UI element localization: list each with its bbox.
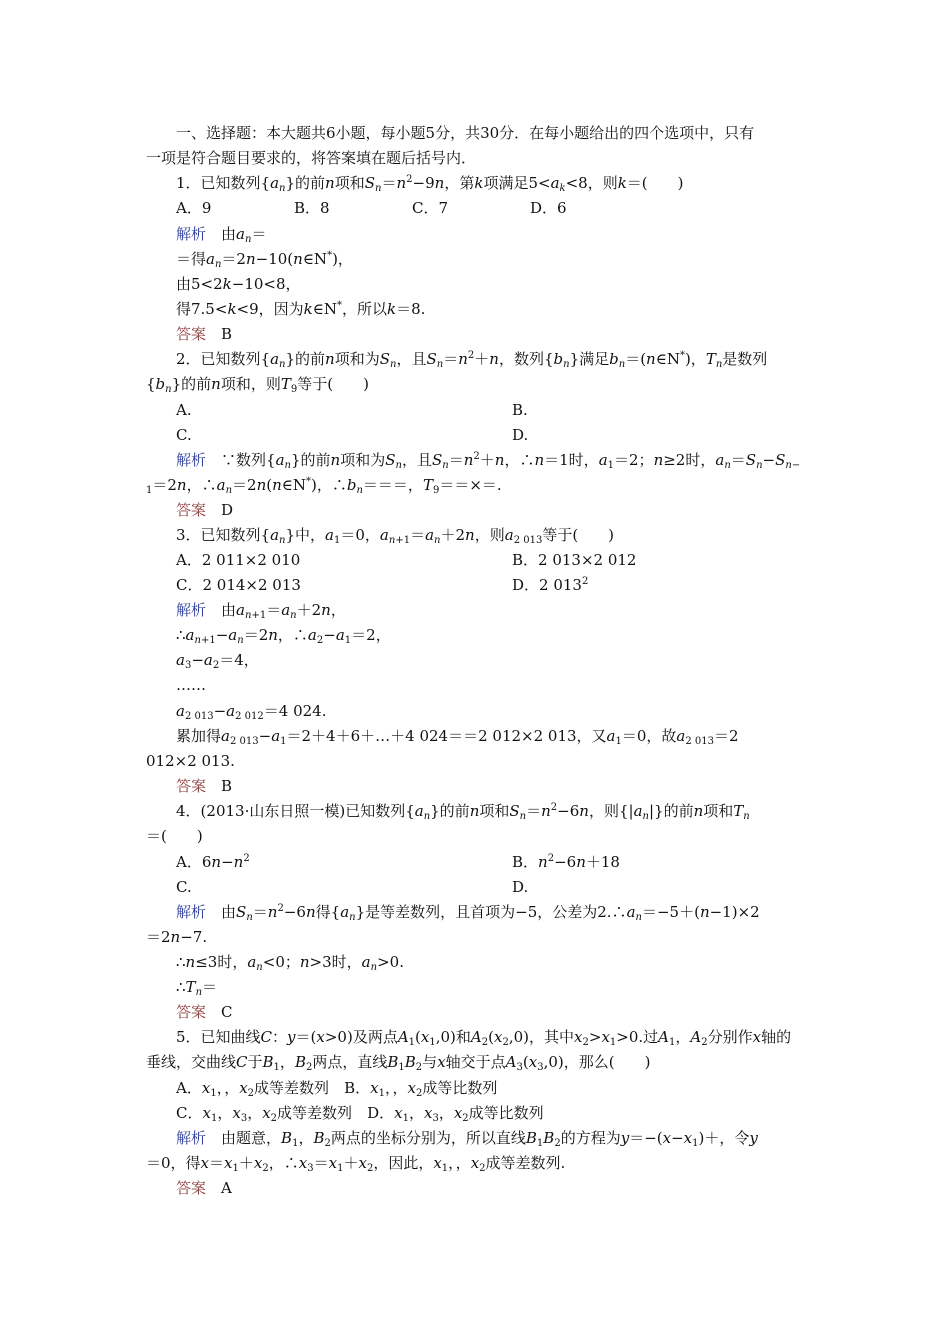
question-5-solution-1: 解析 由题意，$B_1$，$B_2$两点的坐标分别为，所以直线$B_1B_2$的方程为$y=-(x-x_1)+$，令y — [176, 1129, 758, 1149]
question-1-option-c: C．7 — [412, 199, 449, 217]
question-2-stem-1: 2．已知数列$\{a_n\}$的前n项和为$S_n$，且$S_n=n^2+n$，数列$\{b_n\}$满足$b_n=(n\in N^*)$，$T_n$是数列 — [176, 350, 768, 370]
question-2-option-b: B. — [512, 401, 528, 419]
question-2-option-c: C. — [176, 426, 192, 444]
question-3-stem: 3．已知数列$\{a_n\}$中，$a_1=0$，$a_{n+1}=a_n+2n$，则$a_{2 013}$等于( ) — [176, 526, 615, 546]
section-intro-line-2: 一项是符合题目要求的，将答案填在题后括号内． — [146, 149, 477, 167]
answer-label: 答案 — [176, 501, 207, 519]
question-3-option-a: A．2 011×2 010 — [176, 551, 301, 569]
question-4-stem-2: ＝( ) — [146, 827, 203, 845]
question-5-solution-2: ＝0，得$x=x_1+x_2$，$\therefore x_3=x_1+x_2$，因此，$x_1$，，$x_2$成等差数列. — [146, 1154, 566, 1174]
question-1-stem: 1．已知数列$\{a_n\}$的前n项和$S_n=n^2-9n$，第k项满足$5<a_k<8$，则k＝( ) — [176, 174, 684, 194]
question-1-solution-2: ＝得$a_n=2n-10(n\in N^*)$， — [176, 250, 353, 270]
question-1-solution-4: 得7.5<k<9，因为k∈N*，所以k＝8. — [176, 300, 426, 318]
question-1-solution-3: 由5<2k−10<8， — [176, 275, 301, 293]
question-2-solution-1: 解析 ∵数列$\{a_n\}$的前n项和为$S_n$，且$S_n=n^2+n$，∴n＝1时，$a_1=2$；n≥2时，$a_n=S_n-S_{n-}$ — [176, 451, 801, 471]
answer-label: 答案 — [176, 325, 207, 343]
question-5-options-ab: A．$x_1$，，$x_2$成等差数列 B．$x_1$，，$x_2$成等比数列 — [176, 1079, 498, 1099]
question-3-option-c: C．2 014×2 013 — [176, 576, 301, 594]
question-3-option-d: D．2 $013^2$ — [512, 576, 589, 594]
question-5-stem-2: 垂线，交曲线C于$B_1$，$B_2$两点，直线$B_1B_2$与x轴交于点$A_3(x_3,0)$，那么( ) — [146, 1053, 651, 1073]
analysis-label: 解析 — [176, 1129, 207, 1147]
question-1-option-d: D．6 — [530, 199, 567, 217]
question-2-option-a: A. — [176, 401, 192, 419]
answer-label: 答案 — [176, 1179, 207, 1197]
question-4-option-d: D. — [512, 878, 529, 896]
question-3-solution-3: $a_3-a_2=4$， — [176, 651, 259, 671]
question-1-option-b: B．8 — [294, 199, 330, 217]
question-2-solution-2: $_1$＝2n，$\therefore a_n=2n(n\in N^*)$，$\therefore b_n===$，$T_9==\times=$. — [146, 476, 502, 496]
answer-label: 答案 — [176, 777, 207, 795]
question-4-solution-2: ＝2n−7. — [146, 928, 208, 946]
question-4-solution-4: $\therefore T_n=$ — [176, 978, 218, 998]
question-1-answer: 答案 B — [176, 325, 233, 343]
question-2-answer: 答案 D — [176, 501, 234, 519]
analysis-label: 解析 — [176, 225, 207, 243]
question-2-option-d: D. — [512, 426, 529, 444]
question-3-answer: 答案 B — [176, 777, 233, 795]
question-4-option-c: C. — [176, 878, 192, 896]
question-5-options-cd: C．$x_1$，$x_3$，$x_2$成等差数列 D．$x_1$，$x_3$，$x_2$成等比数列 — [176, 1104, 544, 1124]
question-4-stem-1: 4．(2013·山东日照一模)已知数列$\{a_n\}$的前n项和$S_n=n^2-6n$，则$\{|a_n|\}$的前n项和$T_n$ — [176, 802, 750, 822]
question-3-solution-2: $\therefore a_{n+1}-a_n=2n$，$\therefore a_2-a_1=2$， — [176, 626, 391, 646]
question-3-solution-6: 累加得$a_{2 013}-a_1=2+4+6+\dots+4$ 024＝＝2 012×2 013，又$a_1=0$，故$a_{2 013}=2$ — [176, 727, 739, 747]
question-4-option-a: A．$6n-n^2$ — [176, 853, 250, 871]
question-4-solution-3: ∴n≤3时，$a_n<0$；n>3时，$a_n>0$. — [176, 953, 404, 973]
question-1-solution-1: 解析 由$a_n=$ — [176, 225, 267, 245]
question-4-solution-1: 解析 由$S_n=n^2-6n$得$\{a_n\}$是等差数列，且首项为−5，公差为$2.\therefore a_n=-5+(n-1)\times 2$ — [176, 903, 760, 923]
question-1-option-a: A．9 — [176, 199, 212, 217]
question-3-solution-5: $a_{2 013}-a_{2 012}=4$ 024. — [176, 702, 327, 722]
question-4-option-b: B．$n^2-6n+18$ — [512, 853, 620, 871]
question-3-solution-7: 012×2 013. — [146, 752, 235, 770]
section-intro-line-1: 一、选择题：本大题共6小题，每小题5分，共30分．在每小题给出的四个选项中，只有 — [176, 124, 755, 142]
question-2-stem-2: $\{b_n\}$的前n项和，则$T_9$等于( ) — [146, 375, 369, 395]
analysis-label: 解析 — [176, 903, 207, 921]
analysis-label: 解析 — [176, 601, 207, 619]
question-3-solution-4: …… — [176, 676, 206, 694]
question-4-answer: 答案 C — [176, 1003, 233, 1021]
answer-label: 答案 — [176, 1003, 207, 1021]
analysis-label: 解析 — [176, 451, 207, 469]
question-3-solution-1: 解析 由$a_{n+1}=a_n+2n$， — [176, 601, 346, 621]
question-5-answer: 答案 A — [176, 1179, 232, 1197]
question-5-stem-1: 5．已知曲线C：y＝(x>0)及两点$A_1(x_1,0)$和$A_2(x_2,0)$，其中$x_2>x_1>0$.过$A_1$，$A_2$分别作x轴的 — [176, 1028, 792, 1048]
question-3-option-b: B．2 013×2 012 — [512, 551, 637, 569]
